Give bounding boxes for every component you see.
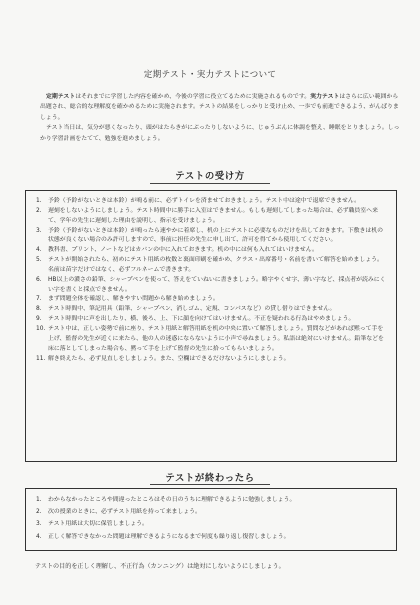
item-number: 2.: [36, 509, 42, 516]
list-item: [36, 531, 388, 543]
item-text: テストが開始されたら、初めにテスト用紙の枚数と裏面印刷を確かめ、クラス・出席番号・名前を書いて解答を始めましょう。名前は苗字だけではなく、必ずフルネームで書きます。: [48, 257, 383, 273]
after-test-box: [25, 488, 397, 551]
section-heading-after-test: テストが終わったら: [165, 473, 255, 484]
item-text: 解き終えたら、必ず見直しをしましょう。また、空欄はできるだけないようにしましょう。: [48, 355, 290, 362]
item-text: 予鈴（予鈴がないときは本鈴）が鳴ったら速やかに着席し、机の上にテストに必要なものだけを出しておきます。下敷きは机の状態が良くない場合のみ許可しますので、事前に担任の先生に申し出て、許可を得てから使用してください。: [48, 227, 384, 244]
item-number: 1.: [36, 198, 42, 204]
item-number: 10.: [36, 325, 46, 332]
item-text: HB以上の濃さの鉛筆、シャープペンを使って、答えをていねいに書きましょう。略字やくせ字、薄い字など、採点者が読みにくい字を書くと採点できません。: [48, 276, 386, 293]
section-heading-test-rules: テストの受け方: [175, 171, 245, 182]
list-item: [36, 276, 388, 296]
item-text: テスト中は、正しい姿勢で前に座り、テスト用紙と解答用紙を机の中央に置いて解答しましょう。質問などがあれば黙って手を上げ、監督の先生が近くに来たら、他の人の迷惑にならないように小声で尋ねましょう。私語は絶対にいけません。鉛筆などを床に落としてしまった場合も、黙って手を上げて監督の先生に拾ってもらいましょう。: [48, 325, 384, 352]
after-test-list: [36, 494, 388, 543]
intro-bold-term: 定期テスト: [46, 94, 76, 100]
item-text: テスト時間中に声を出したり、横、後ろ、上、下に顔を向けてはいけません。不正を疑われる行為はやめましょう。: [48, 316, 355, 323]
list-item: [36, 207, 388, 227]
item-text: テスト時間中、筆記用具（鉛筆、シャープペン、消しゴム、定規、コンパスなど）の貸し借りはできません。: [48, 306, 336, 313]
item-text: わからなかったところや間違ったところはその日のうちに理解できるように勉強しましょう。: [48, 497, 296, 503]
list-item: [36, 227, 388, 247]
item-text: 次の授業のときに、必ずテスト用紙を持って来ましょう。: [48, 509, 201, 516]
list-item: [36, 325, 388, 355]
intro-paragraph-1: [40, 92, 402, 123]
list-item: [36, 305, 388, 315]
test-rules-box: [25, 190, 397, 462]
item-number: 9.: [36, 316, 42, 323]
item-number: 6.: [36, 276, 42, 283]
item-number: 4.: [36, 533, 42, 540]
intro-text: はさらに広い範囲から出題され、総合的な理解度を確かめるために実施されます。テストの結果をしっかりと受け止め、一歩でも前進できるよう、がんばりましょう。: [40, 94, 399, 121]
test-rules-list: [36, 197, 388, 364]
item-number: 8.: [36, 306, 42, 313]
heading-underline: [150, 183, 270, 184]
item-text: テスト用紙は大切に保管しましょう。: [48, 521, 148, 528]
list-item: [36, 506, 388, 518]
item-text: 遅刻をしないようにしましょう。テスト時間中に勝手に入室はできません。もしも遅刻してしまった場合は、必ず職員室へ来て、学年の先生に遅刻した理由を説明し、指示を受けましょう。: [48, 207, 378, 224]
item-number: 3.: [36, 521, 42, 528]
intro-section: [40, 92, 402, 144]
list-item: [36, 246, 388, 256]
list-item: [36, 256, 388, 276]
intro-paragraph-2: テスト当日は、気分が悪くなったり、頭がはたらきがにぶったりしないように、じゅうぶんに体調を整え、睡眠をとりましょう。しっかり学習計画をたてて、勉強を進めましょう。: [40, 125, 400, 142]
list-item: [36, 355, 388, 365]
item-number: 1.: [36, 497, 42, 503]
item-number: 4.: [36, 247, 42, 254]
item-number: 2.: [36, 207, 42, 214]
item-number: 11.: [36, 355, 46, 362]
document-title: 定期テスト・実力テストについて: [143, 70, 277, 80]
item-text: まず問題全体を確認し、解きやすい問題から解き始めましょう。: [48, 296, 219, 303]
intro-text: はそれまでに学習した内容を確かめ、今後の学習に役立てるために実施されるものです。: [75, 94, 311, 100]
list-item: [36, 197, 388, 207]
list-item: [36, 295, 388, 305]
list-item: [36, 315, 388, 325]
list-item: [36, 494, 388, 506]
item-text: 教科書、プリント、ノートなどはカバンの中に入れておきます。机の中には何も入れてはいけません。: [48, 247, 318, 254]
item-number: 5.: [36, 257, 42, 264]
heading-underline: [150, 484, 270, 485]
item-text: 正しく解答できなかった問題は理解できるようになるまで何度も繰り返し復習しましょう。: [48, 533, 290, 540]
item-number: 7.: [36, 296, 42, 303]
list-item: [36, 518, 388, 530]
intro-bold-term: 実力テスト: [310, 94, 340, 100]
item-text: 予鈴（予鈴がないときは本鈴）が鳴る前に、必ずトイレを済ませておきましょう。テスト中は途中で退席できません。: [48, 198, 361, 204]
footer-note: テストの目的を正しく理解し、不正行為（カンニング）は絶対にしないようにしましょう。: [35, 563, 285, 570]
item-number: 3.: [36, 227, 42, 234]
